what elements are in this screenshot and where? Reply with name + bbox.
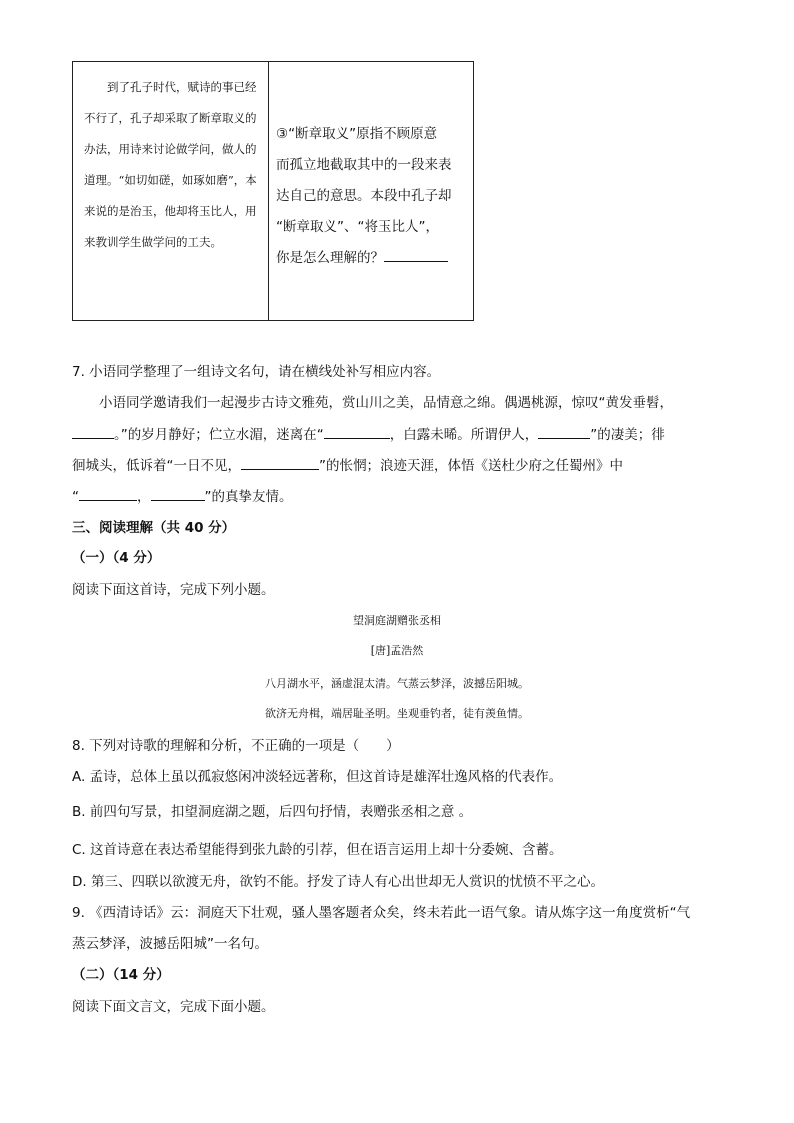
table-right-line: 而孤立地截取其中的一段来表 xyxy=(276,157,452,173)
table-left-cell xyxy=(73,62,268,320)
reading-instruction: 阅读下面这首诗，完成下列小题。 xyxy=(72,582,275,598)
poem-title: 望洞庭湖赠张丞相 xyxy=(353,614,441,627)
answer-blank[interactable] xyxy=(241,457,319,470)
part-heading: （一）（4 分） xyxy=(72,550,161,566)
table-right-line-with-blank: 你是怎么理解的？ xyxy=(276,243,466,274)
q7-line-2: 。”的岁月静好；伫立水湄，迷离在“ ，白露未晞。所谓伊人， ”的凄美；徘 xyxy=(72,423,665,443)
section-heading: 三、阅读理解（共 40 分） xyxy=(72,520,236,536)
table-divider xyxy=(268,62,269,320)
poem-line: 欲济无舟楫，端居耻圣明。坐观垂钓者，徒有羡鱼情。 xyxy=(265,707,529,720)
table-right-line: “断章取义”、“将玉比人”， xyxy=(276,219,439,235)
reading-instruction: 阅读下面文言文，完成下面小题。 xyxy=(72,999,275,1015)
table-left-text: 到了孔子时代，赋诗的事已经不行了，孔子却采取了断章取义的办法，用诗来讨论做学问，做人的道理。“如切如磋，如琢如磨”，本来说的是治玉，他却将玉比人，用来教训学生做学问的工夫。 xyxy=(84,80,257,249)
reading-table xyxy=(72,61,474,321)
poem-line: 八月湖水平，涵虚混太清。气蒸云梦泽，波撼岳阳城。 xyxy=(265,677,529,690)
answer-blank[interactable] xyxy=(384,249,448,262)
part-heading: （二）（14 分） xyxy=(72,967,170,983)
q9-line-2: 蒸云梦泽，波撼岳阳城”一名句。 xyxy=(72,936,268,952)
answer-blank[interactable] xyxy=(538,426,590,439)
q8-option-a[interactable]: A. 孟诗，总体上虽以孤寂悠闲冲淡轻远著称，但这首诗是雄浑壮逸风格的代表作。 xyxy=(72,769,563,785)
q8-option-d[interactable]: D. 第三、四联以欲渡无舟，欲钓不能。抒发了诗人有心出世却无人赏识的忧愤不平之心。 xyxy=(72,874,604,890)
answer-blank[interactable] xyxy=(79,488,137,501)
table-right-line: ③“断章取义”原指不顾原意 xyxy=(276,126,438,142)
q7-line-4: “ ， ”的真挚友情。 xyxy=(72,489,293,505)
answer-blank[interactable] xyxy=(72,426,114,439)
q9-line-1: 9. 《西清诗话》云：洞庭天下壮观，骚人墨客题者众矣，终未若此一语气象。请从炼字这一角度赏析“气 xyxy=(72,905,691,921)
q8-option-b[interactable]: B. 前四句写景，扣望洞庭湖之题，后四句抒情，表赠张丞相之意 。 xyxy=(72,804,473,820)
q8-stem: 8. 下列对诗歌的理解和分析，不正确的一项是（ ） xyxy=(72,738,400,754)
answer-blank[interactable] xyxy=(151,488,205,501)
q7-stem: 7. 小语同学整理了一组诗文名句，请在横线处补写相应内容。 xyxy=(72,364,441,380)
poem-author: [唐]孟浩然 xyxy=(370,644,424,657)
q7-line-1: 小语同学邀请我们一起漫步古诗文雅苑，赏山川之美，品情意之绵。偶遇桃源，惊叹“黄发垂髫， xyxy=(99,395,673,411)
q8-option-c[interactable]: C. 这首诗意在表达希望能得到张九龄的引荐，但在语言运用上却十分委婉、含蓄。 xyxy=(72,842,563,858)
answer-blank[interactable] xyxy=(324,426,390,439)
table-right-line: 达自己的意思。本段中孔子却 xyxy=(276,188,452,204)
table-right-cell xyxy=(276,119,466,274)
q7-line-3: 徊城头，低诉着“一日不见， ”的怅惘；浪迹天涯，体悟《送杜少府之任蜀州》中 xyxy=(72,458,623,474)
